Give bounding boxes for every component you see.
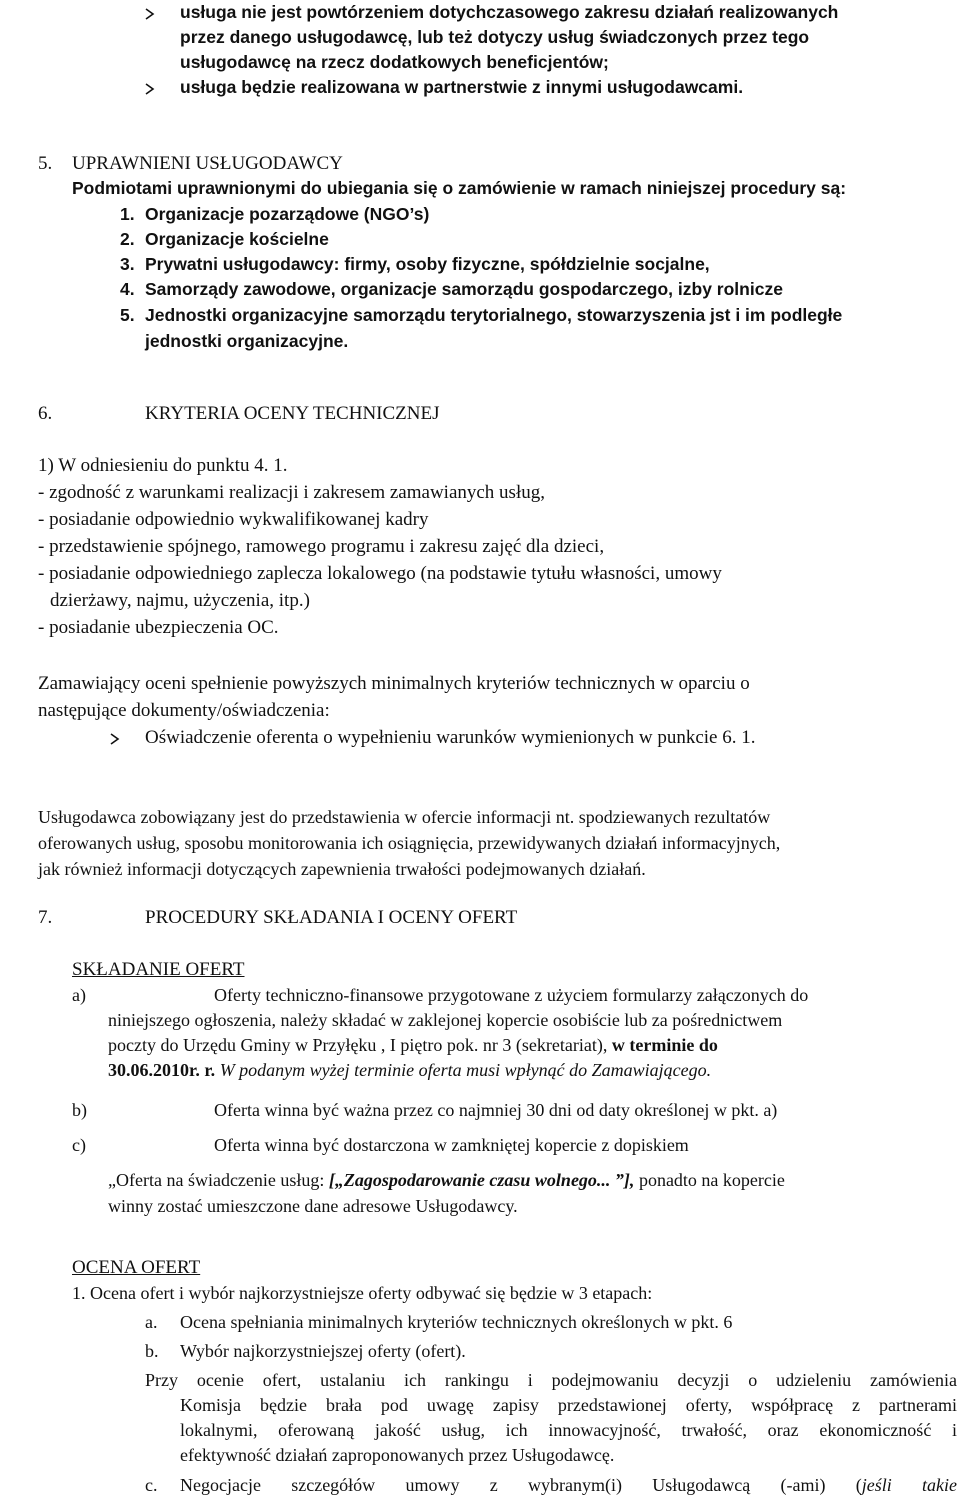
list-item: Samorządy zawodowe, organizacje samorządu gospodarczego, izby rolnicze <box>145 279 783 299</box>
criteria-item: - posiadanie odpowiedniego zaplecza lokalowego (na podstawie tytułu własności, umowy <box>38 563 722 584</box>
section-title: KRYTERIA OCENY TECHNICZNEJ <box>145 403 440 424</box>
criteria-item: - przedstawienie spójnego, ramowego programu i zakresu zajęć dla dzieci, <box>38 536 605 557</box>
quote-start: „Oferta na świadczenie usług: <box>108 1170 325 1190</box>
quote-end: ponadto na kopercie <box>638 1170 785 1190</box>
list-number: a. <box>145 1312 158 1332</box>
list-item: Organizacje pozarządowe (NGO’s) <box>145 204 430 224</box>
list-number: 1. <box>120 204 135 224</box>
criteria-item: dzierżawy, najmu, użyczenia, itp.) <box>50 590 310 611</box>
list-item: Ocena spełniania minimalnych kryteriów technicznych określonych w pkt. 6 <box>180 1312 733 1332</box>
paragraph-line <box>108 1171 785 1189</box>
list-number: c. <box>145 1475 158 1495</box>
section-number: 6. <box>38 403 53 424</box>
section-number: 7. <box>38 907 53 928</box>
paragraph-line <box>108 1061 711 1079</box>
deadline-note: W podanym wyżej terminie oferta musi wpłynąć do Zamawiającego. <box>219 1060 712 1080</box>
subheading: OCENA OFERT <box>72 1257 201 1278</box>
bullet-text: usługodawcę na rzecz dodatkowych beneficjentów; <box>180 52 609 72</box>
list-number: 2. <box>120 229 135 249</box>
bullet-text: usługa będzie realizowana w partnerstwie z innymi usługodawcami. <box>180 77 744 97</box>
bullet-text: przez danego usługodawcę, lub też dotyczy usług świadczonych przez tego <box>180 27 810 47</box>
paragraph-line <box>108 1036 718 1054</box>
list-number: b. <box>145 1341 159 1361</box>
list-number: 5. <box>120 305 135 325</box>
paragraph-line: niniejszego ogłoszenia, należy składać w zaklejonej kopercie osobiście lub za pośrednictwem <box>108 1010 783 1030</box>
paragraph-line: Oferty techniczno-finansowe przygotowane z użyciem formularzy załączonych do <box>214 985 809 1005</box>
deadline-label: w terminie do <box>611 1035 718 1055</box>
paragraph-line: 1. Ocena ofert i wybór najkorzystniejsze oferty odbywać się będzie w 3 etapach: <box>72 1283 653 1303</box>
paragraph-line: Oferta winna być dostarczona w zamkniętej kopercie z dopiskiem <box>214 1135 689 1155</box>
a-line3: poczty do Urzędu Gminy w Przyłęku , I piętro pok. nr 3 (sekretariat), <box>108 1035 608 1055</box>
bullet-text: usługa nie jest powtórzeniem dotychczasowego zakresu działań realizowanych <box>180 2 839 22</box>
list-number: 3. <box>120 254 135 274</box>
paragraph-line: następujące dokumenty/oświadczenia: <box>38 700 330 721</box>
list-item <box>180 1476 957 1494</box>
criteria-item: - posiadanie odpowiednio wykwalifikowanej kadry <box>38 509 429 530</box>
paragraph-line: Przy ocenie ofert, ustalaniu ich rankingu i podejmowaniu decyzji o udzieleniu zamówienia <box>145 1370 957 1390</box>
list-item: Wybór najkorzystniejszej oferty (ofert). <box>180 1341 466 1361</box>
list-number: 4. <box>120 279 135 299</box>
quote-title: [„Zagospodarowanie czasu wolnego... ”], <box>328 1170 635 1190</box>
criteria-item: - zgodność z warunkami realizacji i zakresem zamawianych usług, <box>38 482 545 503</box>
paragraph-line: Zamawiający oceni spełnienie powyższych minimalnych kryteriów technicznych w oparciu o <box>38 673 750 694</box>
list-item-continuation: jednostki organizacyjne. <box>145 331 349 351</box>
negotiation-text: Negocjacje szczegółów umowy z wybranym(i) Usługodawcą (-ami) ( <box>180 1475 862 1495</box>
section-title: PROCEDURY SKŁADANIA I OCENY OFERT <box>145 907 518 928</box>
section-number: 5. <box>38 153 53 174</box>
paragraph-line: Komisja będzie brała pod uwagę zapisy przedstawionej oferty, współpracę z partnerami <box>180 1395 957 1415</box>
paragraph-line: jak również informacji dotyczących zapewnienia trwałości podejmowanych działań. <box>38 859 646 879</box>
paragraph-line: winny zostać umieszczone dane adresowe Usługodawcy. <box>108 1196 518 1216</box>
item-label: a) <box>72 985 86 1005</box>
paragraph-line: efektywność działań zaproponowanych przez Usługodawcę. <box>180 1445 615 1465</box>
deadline-date: 30.06.2010r. r. <box>108 1060 216 1080</box>
paragraph-line: oferowanych usług, sposobu monitorowania ich osiągnięcia, przewidywanych działań informacyjnych, <box>38 833 781 853</box>
item-label: b) <box>72 1100 87 1120</box>
subheading: SKŁADANIE OFERT <box>72 959 245 980</box>
arrow-bullet-icon <box>110 733 120 745</box>
list-item: Organizacje kościelne <box>145 229 329 249</box>
criteria-item: - posiadanie ubezpieczenia OC. <box>38 617 279 638</box>
paragraph-line: Usługodawca zobowiązany jest do przedstawienia w ofercie informacji nt. spodziewanych rezultatów <box>38 807 771 827</box>
list-item: Jednostki organizacyjne samorządu terytorialnego, stowarzyszenia jst i im podległe <box>145 305 843 325</box>
section-title: UPRAWNIENI USŁUGODAWCY <box>72 153 343 174</box>
paragraph-line: lokalnymi, oferowaną jakość usług, ich innowacyjność, trwałość, oraz ekonomiczność i <box>180 1420 957 1440</box>
list-item: Prywatni usługodawcy: firmy, osoby fizyczne, spółdzielnie socjalne, <box>145 254 710 274</box>
paragraph-line: Oferta winna być ważna przez co najmniej 30 dni od daty określonej w pkt. a) <box>214 1100 778 1120</box>
arrow-bullet-icon <box>145 83 155 95</box>
bullet-text: Oświadczenie oferenta o wypełnieniu warunków wymienionych w punkcie 6. 1. <box>145 727 756 748</box>
section-intro: Podmiotami uprawnionymi do ubiegania się o zamówienie w ramach niniejszej procedury są: <box>72 178 847 198</box>
arrow-bullet-icon <box>145 8 155 20</box>
item-label: c) <box>72 1135 86 1155</box>
criteria-point: 1) W odniesieniu do punktu 4. 1. <box>38 455 288 476</box>
negotiation-italic: jeśli takie <box>861 1475 958 1495</box>
